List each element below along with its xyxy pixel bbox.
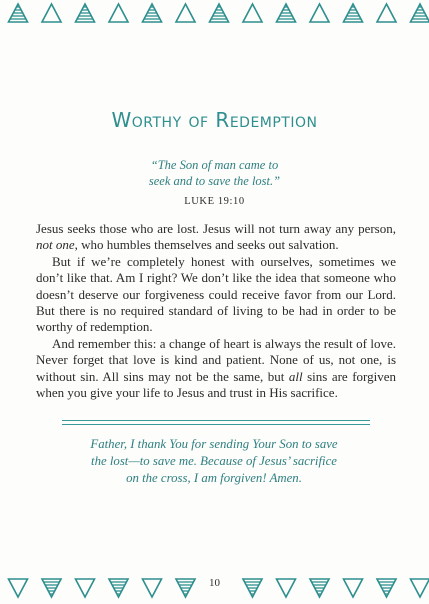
body-paragraph-3 [36, 336, 396, 402]
body-paragraph-1 [36, 221, 396, 254]
striped-triangle-icon [210, 4, 229, 22]
divider-rule-2 [62, 424, 370, 425]
striped-triangle-icon [42, 4, 61, 22]
scripture-reference: LUKE 19:10 [184, 196, 245, 207]
p1-text-b: , who humbles themselves and seeks out salvation. [74, 237, 339, 253]
p3-emphasis: all [288, 368, 303, 384]
prayer [54, 436, 374, 487]
top-triangles [9, 4, 429, 22]
prayer-line-2: the lost—to save me. Because of Jesus’ sacrifice [91, 454, 337, 468]
striped-triangle-icon [9, 4, 28, 22]
striped-triangle-icon [411, 4, 429, 22]
scripture-line-1: “The Son of man came to [150, 158, 279, 172]
striped-triangle-icon [176, 4, 195, 22]
page-number: 10 [209, 577, 220, 589]
p1-emphasis: not one [36, 237, 75, 253]
striped-triangle-icon [277, 4, 296, 22]
striped-triangle-icon [377, 4, 396, 22]
striped-triangle-icon [243, 4, 262, 22]
prayer-line-1: Father, I thank You for sending Your Son to save [90, 437, 338, 451]
scripture-line-2: seek and to save the lost.” [148, 174, 281, 188]
devotional-body [36, 221, 396, 401]
prayer-line-3: on the cross, I am forgiven! Amen. [126, 471, 302, 485]
striped-triangle-icon [310, 4, 329, 22]
page-title: Worthy of Redemption [111, 108, 318, 132]
p3-text-b: sins are forgiven when you give your life to Jesus and trust in His sacrifice. [36, 368, 396, 401]
divider-rule-1 [62, 420, 370, 421]
p1-text-a: Jesus seeks those who are lost. Jesus will not turn away any person, [36, 221, 396, 236]
striped-triangle-icon [76, 4, 95, 22]
striped-triangle-icon [344, 4, 363, 22]
p3-text-a: And remember this: a change of heart is always the result of love. Never forget that love is kind and patient. None of us, not one, is without sin. All sins may not be the same, but [36, 335, 396, 384]
striped-triangle-icon [143, 4, 162, 22]
body-paragraph-2: But if we’re completely honest with ourselves, sometimes we don’t like that. Am I right? We don’t like the idea that someone who doesn’t deserve our forgiveness could receive favor from our Lord. But there is no required standard of living to be had in order to be worthy of redemption. [36, 253, 396, 335]
top-border [0, 0, 429, 26]
striped-triangle-icon [109, 4, 128, 22]
scripture-quote [0, 157, 429, 189]
